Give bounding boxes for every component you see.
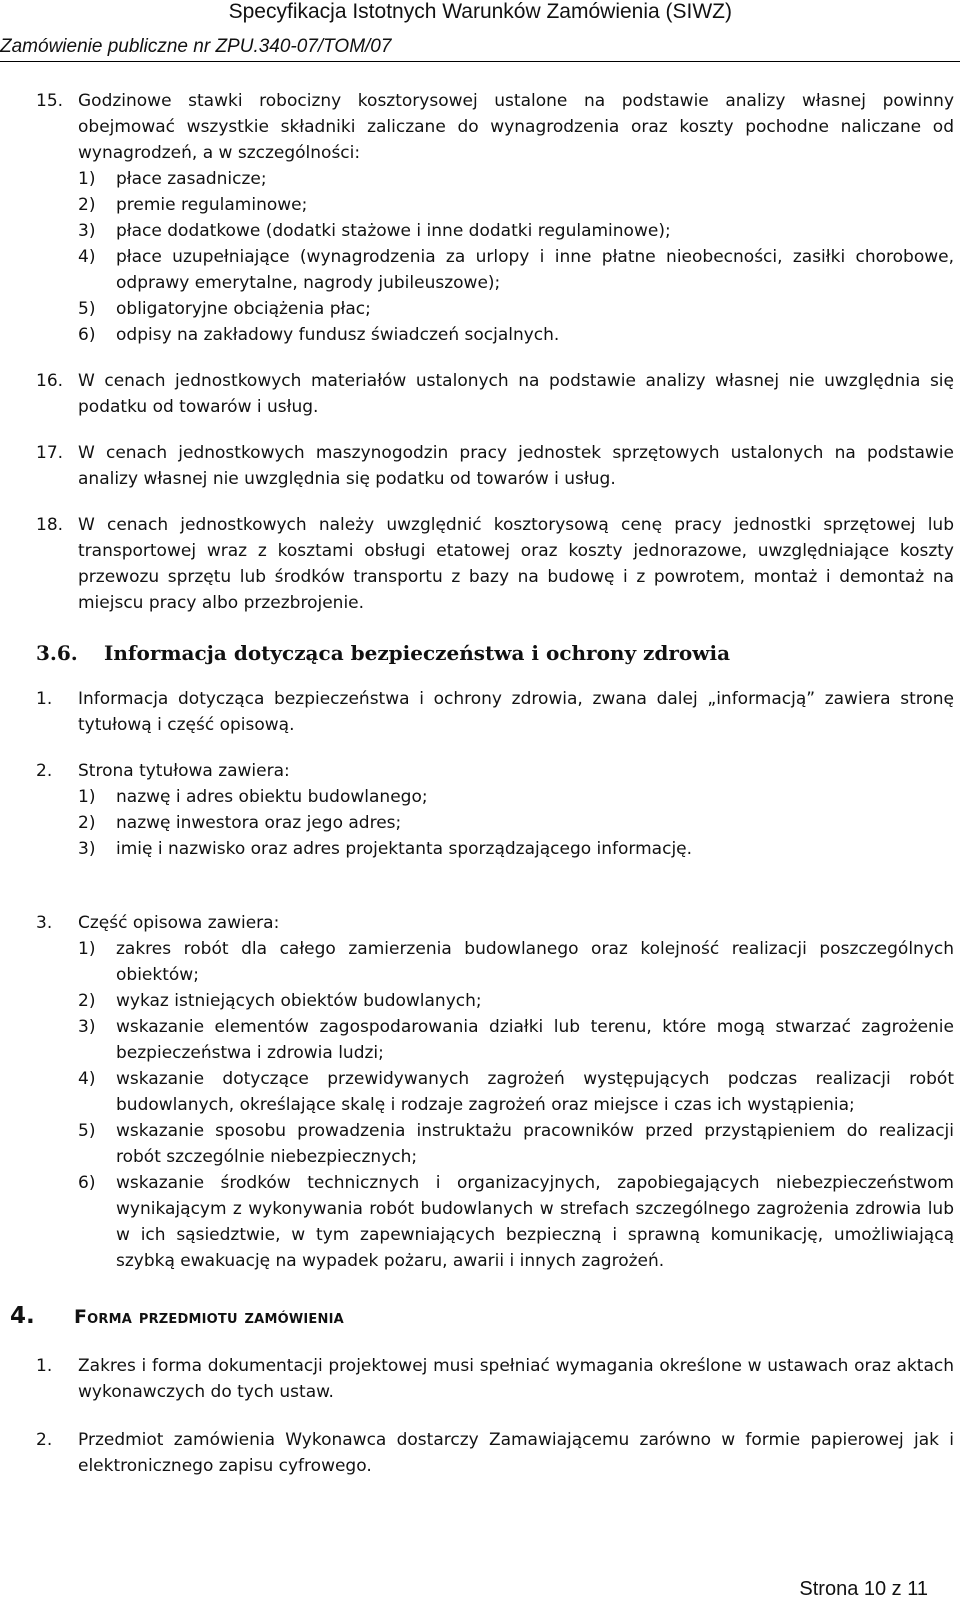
list-item: 4) wskazanie dotyczące przewidywanych zagrożeń występujących podczas realizacji robót budowlanych, określające skalę i rodzaje zagrożeń oraz miejsce i czas ich wystąpienia;	[78, 1069, 954, 1115]
section-item-3	[36, 910, 954, 1274]
item-text: Przedmiot zamówienia Wykonawca dostarczy Zamawiającemu zarówno w formie papierowej jak i elektronicznego zapisu cyfrowego.	[78, 1430, 954, 1476]
list-item: 4) płace uzupełniające (wynagrodzenia za urlopy i inne płatne nieobecności, zasiłki chorobowe, odprawy emerytalne, nagrody jubileuszowe);	[78, 247, 954, 293]
paragraph-16	[36, 368, 954, 420]
sub-list	[78, 936, 954, 1274]
page-header	[0, 0, 960, 62]
paragraph-number: 16.	[36, 371, 64, 391]
item-text: Część opisowa zawiera:	[78, 913, 280, 933]
item-text: Zakres i forma dokumentacji projektowej musi spełniać wymagania określone w ustawach oraz aktach wykonawczych do tych ustaw.	[78, 1356, 954, 1402]
list-item: 6) wskazanie środków technicznych i organizacyjnych, zapobiegających niebezpieczeństwom wynikającym z wykonywania robót budowlanych w strefach szczególnego zagrożenia zdrowia lub w ich sąsiedztwie, w tym zapewniających bezpieczną i sprawną komunikację, umożliwiającą szybką ewakuację na wypadek pożaru, awarii i innych zagrożeń.	[78, 1173, 954, 1271]
page-number: Strona 10 z 11	[799, 1578, 928, 1600]
header-divider	[0, 61, 960, 62]
paragraph-17	[36, 440, 954, 492]
list-item: 3) imię i nazwisko oraz adres projektanta sporządzającego informację.	[78, 839, 693, 859]
chapter-item-1	[36, 1353, 954, 1405]
paragraph-text: W cenach jednostkowych maszynogodzin pracy jednostek sprzętowych ustalonych na podstawie analizy własnej nie uwzględnia się podatku od towarów i usług.	[78, 443, 954, 489]
item-number: 2.	[36, 1430, 53, 1450]
sub-list	[78, 784, 954, 862]
paragraph-text: Godzinowe stawki robocizny kosztorysowej ustalone na podstawie analizy własnej powinny obejmować wszystkie składniki zaliczane do wynagrodzenia oraz koszty pochodne naliczane od wynagrodzeń, a w szczególności:	[78, 91, 954, 163]
paragraph-15	[36, 88, 954, 348]
paragraph-18	[36, 512, 954, 616]
list-item: 2) premie regulaminowe;	[78, 195, 308, 215]
item-text: Strona tytułowa zawiera:	[78, 761, 290, 781]
paragraph-number: 15.	[36, 91, 64, 111]
list-item: 3) wskazanie elementów zagospodarowania działki lub terenu, które mogą stwarzać zagrożenie bezpieczeństwa i zdrowia ludzi;	[78, 1017, 954, 1063]
list-item: 1) zakres robót dla całego zamierzenia budowlanego oraz kolejność realizacji poszczególnych obiektów;	[78, 939, 954, 985]
order-number: Zamówienie publiczne nr ZPU.340-07/TOM/07	[0, 36, 392, 57]
chapter-item-2	[36, 1427, 954, 1479]
item-number: 2.	[36, 761, 53, 781]
list-item: 1) płace zasadnicze;	[78, 169, 267, 189]
sub-list	[78, 166, 954, 348]
list-item: 2) nazwę inwestora oraz jego adres;	[78, 813, 402, 833]
section-title: Informacja dotycząca bezpieczeństwa i ochrony zdrowia	[104, 641, 731, 665]
list-item: 3) płace dodatkowe (dodatki stażowe i inne dodatki regulaminowe);	[78, 221, 671, 241]
list-item: 5) obligatoryjne obciążenia płac;	[78, 299, 371, 319]
chapter-title: Forma przedmiotu zamówienia	[74, 1306, 344, 1328]
section-heading	[36, 638, 954, 668]
section-item-1	[36, 686, 954, 738]
section-item-2	[36, 758, 954, 862]
item-number: 1.	[36, 689, 53, 709]
list-item: 2) wykaz istniejących obiektów budowlanych;	[78, 991, 482, 1011]
chapter-heading	[10, 1300, 954, 1333]
document-title: Specyfikacja Istotnych Warunków Zamówienia (SIWZ)	[228, 0, 732, 23]
item-text: Informacja dotycząca bezpieczeństwa i ochrony zdrowia, zwana dalej „informacją” zawiera stronę tytułową i część opisową.	[78, 689, 954, 735]
paragraph-text: W cenach jednostkowych należy uwzględnić kosztorysową cenę pracy jednostki sprzętowej lub transportowej wraz z kosztami obsługi etatowej oraz koszty jednorazowe, uwzględniające koszty przewozu sprzętu lub środków transportu z bazy na budowę i z powrotem, montaż i demontaż na miejscu pracy albo przezbrojenie.	[78, 515, 954, 613]
list-item: 6) odpisy na zakładowy fundusz świadczeń socjalnych.	[78, 325, 560, 345]
chapter-number: 4.	[10, 1303, 35, 1329]
section-number: 3.6.	[36, 641, 78, 665]
list-item: 1) nazwę i adres obiektu budowlanego;	[78, 787, 428, 807]
item-number: 1.	[36, 1356, 53, 1376]
item-number: 3.	[36, 913, 53, 933]
document-body	[10, 88, 954, 1479]
paragraph-number: 18.	[36, 515, 64, 535]
paragraph-number: 17.	[36, 443, 64, 463]
paragraph-text: W cenach jednostkowych materiałów ustalonych na podstawie analizy własnej nie uwzględnia się podatku od towarów i usług.	[78, 371, 954, 417]
list-item: 5) wskazanie sposobu prowadzenia instruktażu pracowników przed przystąpieniem do realizacji robót szczególnie niebezpiecznych;	[78, 1121, 954, 1167]
